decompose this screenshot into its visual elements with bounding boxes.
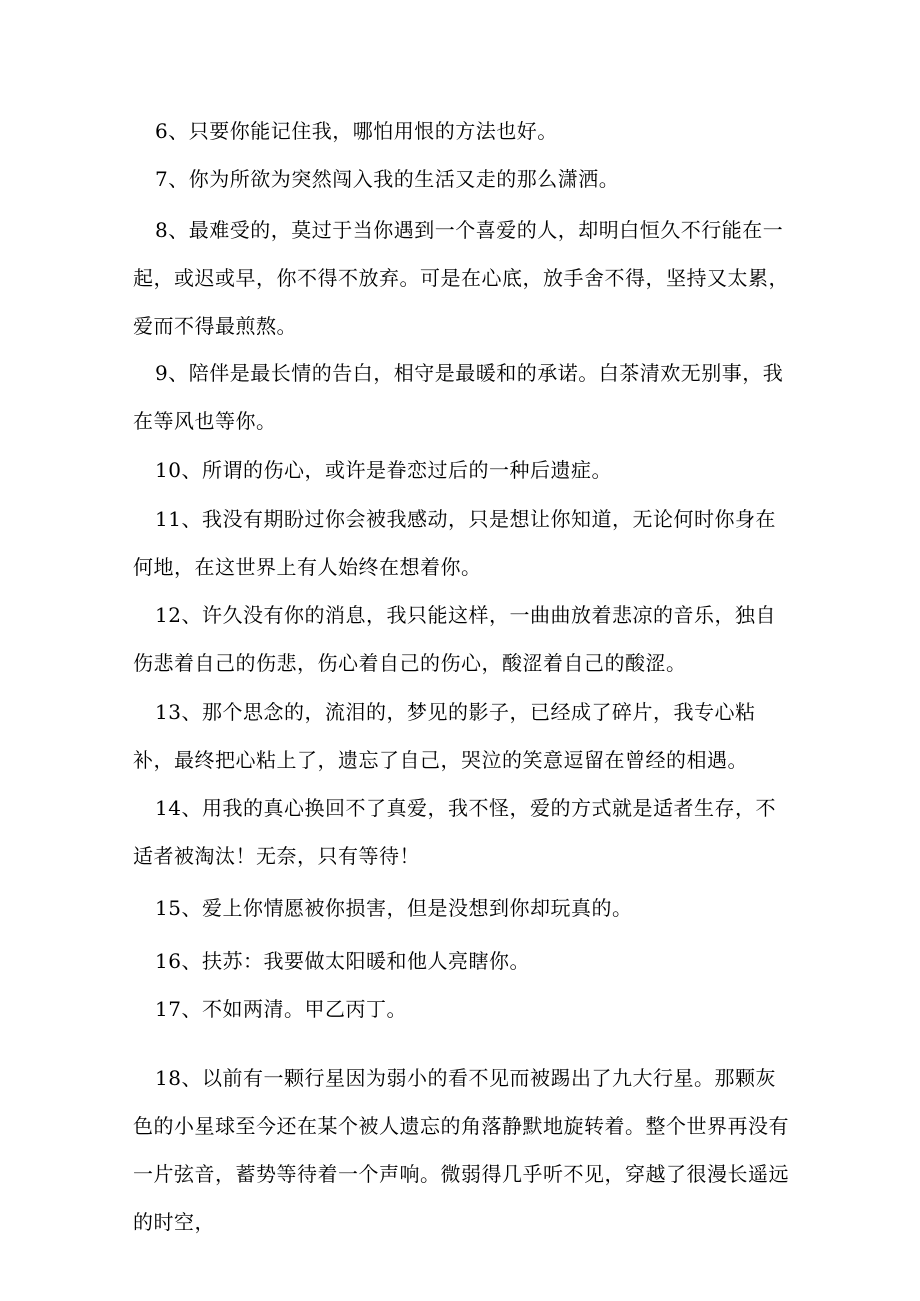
paragraph-7: 7、你为所欲为突然闯入我的生活又走的那么潇洒。 bbox=[155, 167, 620, 191]
paragraph-12: 12、许久没有你的消息，我只能这样，一曲曲放着悲凉的音乐，独自伤悲着自己的伤悲，伤心着自己的伤心，酸涩着自己的酸涩。 bbox=[133, 603, 776, 675]
paragraph-14: 14、用我的真心换回不了真爱，我不怪，爱的方式就是适者生存，不适者被淘汰！无奈，只有等待！ bbox=[133, 796, 776, 868]
paragraph-9: 9、陪伴是最长情的告白，相守是最暖和的承诺。白茶清欢无别事，我在等风也等你。 bbox=[133, 361, 784, 433]
paragraph-13: 13、那个思念的，流泪的，梦见的影子，已经成了碎片，我专心粘补，最终把心粘上了，遗忘了自己，哭泣的笑意逗留在曾经的相遇。 bbox=[133, 700, 756, 772]
paragraph-16: 16、扶苏：我要做太阳暖和他人亮瞎你。 bbox=[155, 949, 530, 973]
paragraph-6: 6、只要你能记住我，哪怕用恨的方法也好。 bbox=[155, 119, 558, 143]
paragraph-17: 17、不如两清。甲乙丙丁。 bbox=[155, 997, 407, 1021]
paragraph-15: 15、爱上你情愿被你损害，但是没想到你却玩真的。 bbox=[155, 896, 633, 920]
paragraph-11: 11、我没有期盼过你会被我感动，只是想让你知道，无论何时你身在何地，在这世界上有人始终在想着你。 bbox=[133, 507, 776, 579]
paragraph-18: 18、以前有一颗行星因为弱小的看不见而被踢出了九大行星。那颗灰色的小星球至今还在某个被人遗忘的角落静默地旋转着。整个世界再没有一片弦音，蓄势等待着一个声响。微弱得几乎听不见，穿越了很漫长遥远的时空， bbox=[133, 1066, 789, 1234]
paragraph-8: 8、最难受的，莫过于当你遇到一个喜爱的人，却明白恒久不行能在一起，或迟或早，你不得不放弃。可是在心底，放手舍不得，坚持又太累，爱而不得最煎熬。 bbox=[133, 218, 789, 338]
paragraph-10: 10、所谓的伤心，或许是眷恋过后的一种后遗症。 bbox=[155, 458, 612, 482]
